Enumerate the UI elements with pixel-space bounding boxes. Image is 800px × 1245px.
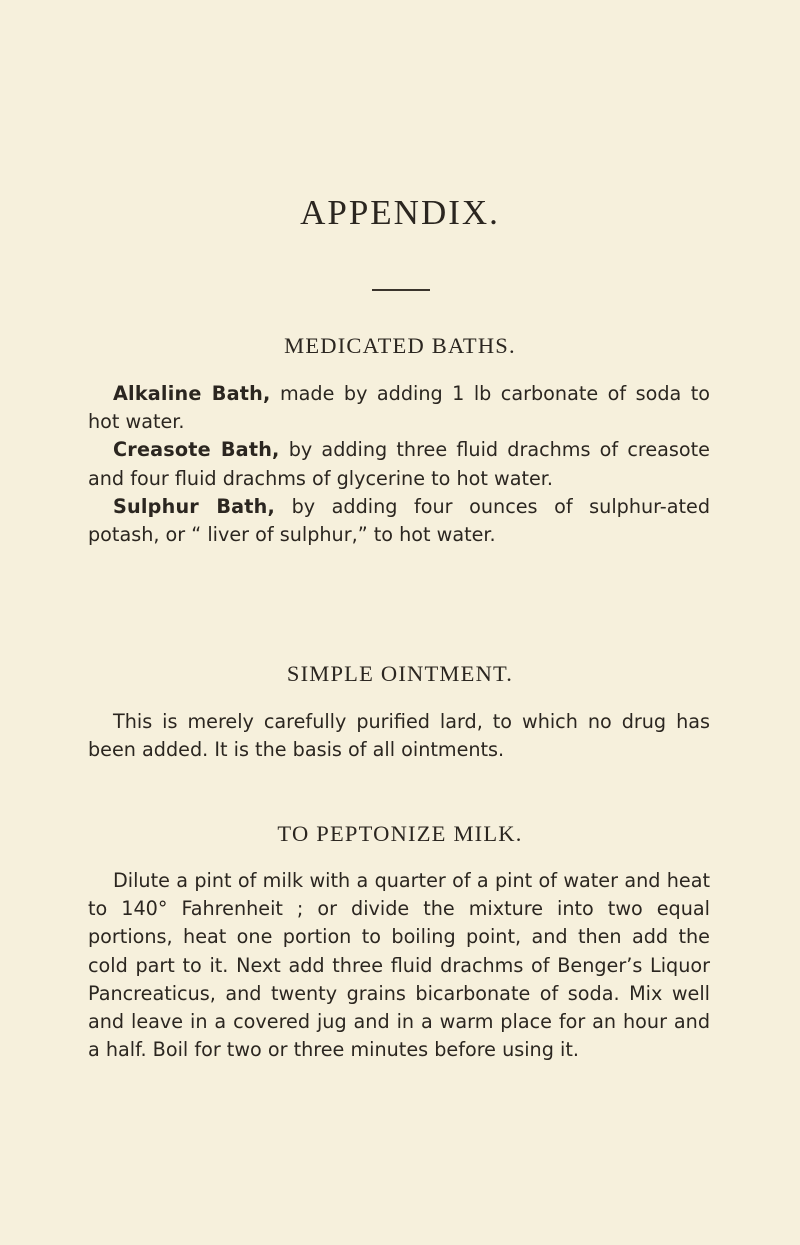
sulphur-bath-text: by adding four ounces of sulphur-ated potash, or “ liver of sulphur,” to hot water.: [88, 494, 710, 547]
title-divider: [372, 289, 430, 291]
alkaline-bath-term: Alkaline Bath,: [113, 382, 271, 405]
alkaline-bath-text: made by adding 1 lb carbonate of soda to hot water.: [88, 382, 710, 434]
simple-ointment-section: [88, 708, 710, 764]
creasote-bath-entry: [88, 436, 710, 492]
peptonize-milk-section: [88, 867, 710, 1064]
sulphur-bath-term: Sulphur Bath,: [113, 494, 276, 518]
alkaline-bath-entry: [88, 380, 710, 436]
simple-ointment-text: This is merely carefully purified lard, to which no drug has been added. It is the basis of all ointments.: [88, 710, 710, 762]
creasote-bath-text: by adding three fluid drachms of creasote and four fluid drachms of glycerine to hot water.: [88, 438, 710, 490]
section-heading-simple-ointment: SIMPLE OINTMENT.: [286, 661, 514, 686]
section-heading-medicated-baths: MEDICATED BATHS.: [284, 333, 516, 358]
section-heading-peptonize-milk: TO PEPTONIZE MILK.: [277, 821, 523, 846]
peptonize-milk-text: Dilute a pint of milk with a quarter of a pint of water and heat to 140° Fahrenheit ; or divide the mixture into two equal portions, heat one portion to boiling point, and then add the cold part to it. Next add three fluid drachms of Benger’s Liquor Pancreaticus, and twenty grains bicarbonate of soda. Mix well and leave in a covered jug and in a warm place for an hour and a half. Boil for two or three minutes before using it.: [88, 869, 710, 1062]
creasote-bath-term: Creasote Bath,: [113, 438, 280, 462]
medicated-baths-section: [88, 380, 710, 549]
page-title: APPENDIX.: [300, 193, 500, 232]
sulphur-bath-entry: [88, 493, 710, 549]
